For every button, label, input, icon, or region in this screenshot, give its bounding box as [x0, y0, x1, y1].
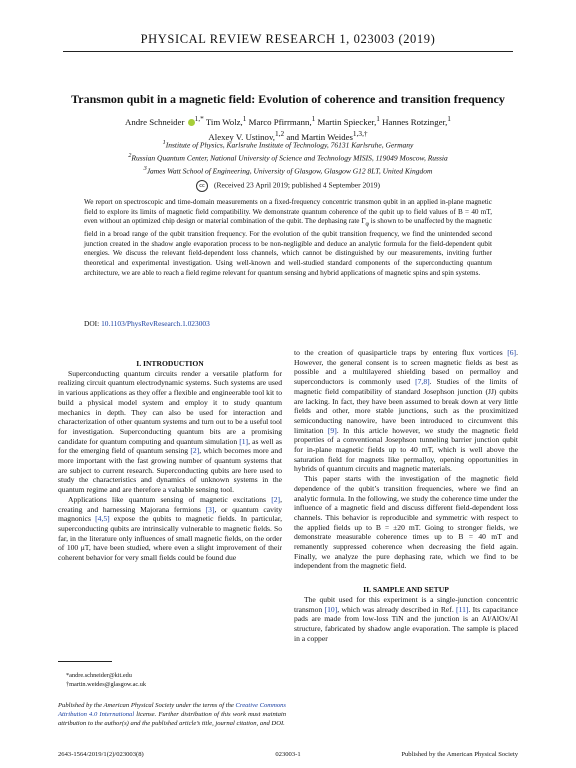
doi-link[interactable]: 10.1103/PhysRevResearch.1.023003 [101, 319, 210, 328]
affiliation-list [40, 138, 536, 177]
footer-publisher: Published by the American Physical Society [401, 751, 518, 758]
author-name[interactable]: Marco Pfirrmann, [248, 116, 312, 127]
author-affil-marker: 1 [311, 114, 316, 123]
gamma-subscript: φ [365, 221, 369, 228]
author-affil-marker: 1,2 [274, 128, 285, 138]
affiliation [40, 164, 536, 177]
author-name[interactable]: Alexey V. Ustinov, [208, 131, 275, 142]
footnote-email[interactable]: *andre.schneider@kit.edu [66, 672, 132, 679]
citation-link[interactable]: [10] [324, 604, 338, 614]
paragraph-text: expose the qubits to magnetic fields. In particular, superconducting qubits are intrinsically vulnerable to magnetic fields. So far, in the literature only influences of small magnetic fields, on the order of 100 μT, have been studied, where even a slight improvement of their coherent behavior for very small fields could be found due [58, 514, 282, 563]
author-name[interactable]: Hannes Rotzinger, [382, 116, 448, 127]
paragraph-text: The qubit used for this experiment is a single-junction concentric transmon [294, 594, 518, 614]
creative-commons-icon[interactable]: cc [196, 180, 208, 192]
paragraph-text: , as well as for the emerging field of quantum sensing [58, 436, 282, 456]
right-column [294, 348, 518, 643]
license-text: Published by the American Physical Society under the terms of the [58, 702, 234, 709]
paragraph-text: , creating and harnessing Majorana fermions [58, 494, 282, 514]
journal-header: PHYSICAL REVIEW RESEARCH 1, 023003 (2019) [140, 32, 436, 46]
abstract-line: We report on spectroscopic and time-domain measurements on a fixed-frequency concentric transmon qubit in [84, 198, 406, 206]
footnotes [66, 672, 146, 689]
paragraph-text: . Studies of the limits of magnetic field compatibility of standard Josephson junction (JJ) qubits are lacking. In fact, they have been assumed to break down at very little fields and other, more stable junctions, such as the proximitized semiconducting nanowire, have been introduced to circumvent this limitation [294, 377, 519, 435]
footnote-rule [58, 661, 112, 662]
received-dates [40, 180, 536, 192]
paragraph-text: This paper starts with the investigation of the magnetic field dependence of the qubit’s transition frequencies, where we find an analytic formula. In the following, we study the coherence time under the influence of a magnetic field and discuss different field-dependent loss channels. This behavior is reproducible and symmetric with respect to the applied fields up to B = ±20 mT. Going to stronger fields, we demonstrate measurable coherence times up to B = 40 mT and remanently suppressed coherence when decreasing the field again. Finally, we analyze the pure dephasing rate, which we find to be independent from the magnetic field. [294, 474, 518, 571]
abstract-line: well-known and well-studied standard components of the superconducting quantum architecture, we are able to [84, 259, 492, 277]
orcid-icon[interactable] [188, 119, 195, 126]
paragraph-text: Applications like quantum sensing of magnetic excitations [68, 494, 272, 504]
header-rule [63, 51, 513, 52]
footer-issn: 2643-1564/2019/1(2)/023003(8) [58, 751, 144, 758]
paragraph [294, 348, 518, 474]
paragraph [294, 595, 518, 644]
citation-link[interactable]: [1] [239, 436, 249, 446]
author-affil-marker: 1 [447, 114, 451, 123]
affiliation [40, 151, 536, 164]
abstract-line: combination of the qubit. The dephasing rate Γ [230, 217, 366, 226]
author-affil-marker: 1,3,† [352, 128, 368, 138]
affiliation-number: 1 [162, 139, 166, 146]
section-heading-introduction: I. INTRODUCTION [136, 359, 204, 368]
footnote-email[interactable]: †martin.weides@glasgow.ac.uk [66, 680, 147, 688]
citation-link[interactable]: [2] [271, 494, 281, 504]
affiliation-number: 2 [128, 152, 132, 159]
citation-link[interactable]: [6] [507, 348, 517, 357]
citation-link[interactable]: [3] [205, 504, 215, 514]
abstract-line: cannot be distinguished by our measurements, inviting further theoretical and experimental investigation. Using [84, 249, 492, 267]
paper-title: Transmon qubit in a magnetic field: Evolution of coherence and transition frequency [71, 92, 505, 106]
paragraph-text: . Its capacitance pads are made from low-loss TiN and the junction is an Al/AlOx/Al structure, fabricated by shadow angle evaporation. The sample is placed in a copper [294, 604, 518, 643]
paragraph [58, 369, 282, 495]
author-name[interactable]: Tim Wolz, [205, 116, 243, 127]
abstract-line: coherence of the qubit up to field values of B = 40 mT, even without an optimized chip design or material [84, 207, 492, 226]
affiliation [40, 138, 536, 151]
license-notice [58, 701, 286, 728]
author-affil-marker: 1 [376, 114, 380, 123]
affiliation-number: 3 [143, 165, 147, 172]
affiliation-text: Institute of Physics, Karlsruhe Institute of Technology, 76131 Karlsruhe, Germany [165, 140, 414, 150]
abstract-line: reach a field regime relevant for quantum sensing and hybrid applications of magnetic spins and spin systems. [163, 268, 481, 277]
author-name[interactable]: Martin Spiecker, [317, 116, 377, 127]
license-text: license. Further distribution of this work must maintain attribution to the author(s) and the published article’s title, journal citation, and DOI. [58, 711, 286, 728]
abstract-line: is shown to be unaffected by the magnetic field in a broad range [84, 217, 492, 239]
abstract-line: an applied in-plane magnetic field to explore its limits of magnetic field compatibility. We demonstrate quantum [84, 198, 492, 216]
paragraph-text: Superconducting quantum circuits render a versatile platform for realizing circuit quantum electrodynamic systems. Such systems are used in various applications as they offer a flexible and engineerable tool kit to build a physical model system and employ it to study quantum mechanics in depth. They can also be used for interaction and characterization of other quantum systems and turn out to be a useful tool for investigation. Superconducting quantum bits are a promising candidate for quantum computing and quantum simulation [58, 368, 282, 446]
section-heading-sample-setup: II. SAMPLE AND SETUP [363, 585, 449, 595]
paragraph-text: . In this article however, we study the magnetic field properties of a conventional Josephson tunneling barrier junction qubit for in-plane magnetic fields up to 40 mT, which is well above the saturation field for magnets like permalloy, opening opportunities in hybrids of quantum circuits and magnetic materials. [294, 425, 518, 474]
left-column [58, 359, 282, 563]
citation-link[interactable]: [7,8] [415, 377, 430, 387]
license-link[interactable]: Creative Commons Attribution 4.0 International [58, 702, 286, 719]
paragraph-text: to the creation of quasiparticle traps by entering flux vortices [294, 348, 508, 357]
affiliation-text: Russian Quantum Center, National University of Science and Technology MISIS, 119049 Moscow, Russia [131, 153, 448, 163]
citation-link[interactable]: [4,5] [95, 514, 110, 524]
paragraph [58, 495, 282, 563]
footer-page-number: 023003-1 [275, 751, 301, 758]
paragraph-text: , or quantum cavity magnonics [58, 504, 282, 524]
abstract [84, 198, 492, 278]
citation-link[interactable]: [9] [327, 425, 337, 435]
author-affil-marker: 1 [242, 114, 247, 123]
abstract-line: of the qubit transition frequency. For the evolution of the qubit transition frequency, we find the unintended [150, 230, 470, 239]
author-affil-marker: 1,* [194, 114, 204, 123]
paragraph-text: . However, the general consent is to screen magnetic fields as best as possible and a multilayered shielding based on permalloy and superconductors is commonly used [294, 348, 518, 387]
paragraph-text: , which becomes more and more important with the fast growing number of quantum systems that are subject to current research. Superconducting qubits are here used to study the characteristics and dynamics of unknown systems in the quantum regime and are therefore a valuable sensing tool. [58, 446, 282, 495]
doi-label: DOI: [84, 319, 100, 328]
abstract-line: second junction created in the shadow angle evaporation process to be non-negligible and deduce an analytic [84, 230, 493, 248]
citation-link[interactable]: [11] [456, 604, 469, 614]
author-name[interactable]: Andre Schneider [125, 116, 185, 127]
abstract-line: formula for the field-dependent qubit energies. We discuss the relevant field-dependent loss channels, which [84, 239, 493, 258]
affiliation-text: James Watt School of Engineering, University of Glasgow, Glasgow G12 8LT, United Kingdom [146, 166, 433, 176]
paragraph-text: , which was already described in Ref. [337, 604, 457, 614]
doi-line [84, 319, 210, 328]
received-text: (Received 23 April 2019; published 4 September 2019) [213, 180, 380, 190]
paragraph [294, 474, 518, 571]
author-name[interactable]: and Martin Weides [286, 131, 353, 142]
citation-link[interactable]: [2] [190, 446, 200, 456]
